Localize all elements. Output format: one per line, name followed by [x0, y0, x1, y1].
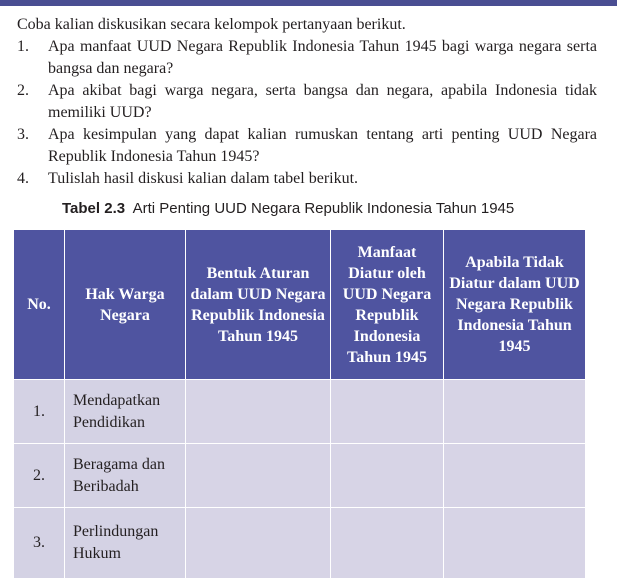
discussion-instructions [17, 14, 597, 190]
question-text: Apa kesimpulan yang dapat kalian rumuskan tentang arti penting UUD Negara Republik Indonesia Tahun 1945? [48, 126, 597, 165]
question-item [17, 80, 597, 124]
answer-cell-apabila-tidak[interactable] [444, 508, 586, 579]
answer-cell-apabila-tidak[interactable] [444, 380, 586, 444]
row-hak: Beragama dan Beribadah [65, 444, 186, 508]
top-accent-bar [0, 0, 617, 6]
table-caption-title: Arti Penting UUD Negara Republik Indonesia Tahun 1945 [132, 200, 515, 217]
header-no: No. [14, 230, 65, 380]
table-caption [62, 199, 514, 219]
header-manfaat: Manfaat Diatur oleh UUD Negara Republik Indonesia Tahun 1945 [331, 230, 444, 380]
question-item [17, 124, 597, 168]
row-number: 2. [14, 444, 65, 508]
answer-cell-manfaat[interactable] [331, 380, 444, 444]
answer-cell-manfaat[interactable] [331, 444, 444, 508]
question-number: 1. [17, 38, 29, 55]
table-row [14, 380, 586, 444]
rights-table [13, 229, 586, 579]
header-hak-warga-negara: Hak Warga Negara [65, 230, 186, 380]
row-number: 1. [14, 380, 65, 444]
question-text: Apa akibat bagi warga negara, serta bangsa dan negara, apabila Indonesia tidak memiliki UUD? [48, 82, 597, 121]
answer-cell-manfaat[interactable] [331, 508, 444, 579]
intro-lead: Coba kalian diskusikan secara kelompok pertanyaan berikut. [17, 16, 406, 33]
question-number: 2. [17, 82, 29, 99]
header-bentuk-aturan: Bentuk Aturan dalam UUD Negara Republik Indonesia Tahun 1945 [186, 230, 331, 380]
answer-cell-apabila-tidak[interactable] [444, 444, 586, 508]
table-header-row [14, 230, 586, 380]
answer-cell-bentuk-aturan[interactable] [186, 508, 331, 579]
row-hak: Perlindungan Hukum [65, 508, 186, 579]
header-apabila-tidak-diatur: Apabila Tidak Diatur dalam UUD Negara Republik Indonesia Tahun 1945 [444, 230, 586, 380]
table-caption-label: Tabel 2.3 [62, 200, 126, 217]
answer-cell-bentuk-aturan[interactable] [186, 380, 331, 444]
row-hak: Mendapatkan Pendidikan [65, 380, 186, 444]
table-row [14, 444, 586, 508]
row-number: 3. [14, 508, 65, 579]
question-list [17, 36, 597, 190]
question-item [17, 36, 597, 80]
table-row [14, 508, 586, 579]
question-text: Apa manfaat UUD Negara Republik Indonesia Tahun 1945 bagi warga negara serta bangsa dan negara? [48, 38, 597, 77]
question-text: Tulislah hasil diskusi kalian dalam tabel berikut. [48, 170, 359, 187]
question-number: 3. [17, 126, 29, 143]
question-item [17, 168, 597, 190]
question-number: 4. [17, 170, 29, 187]
answer-cell-bentuk-aturan[interactable] [186, 444, 331, 508]
